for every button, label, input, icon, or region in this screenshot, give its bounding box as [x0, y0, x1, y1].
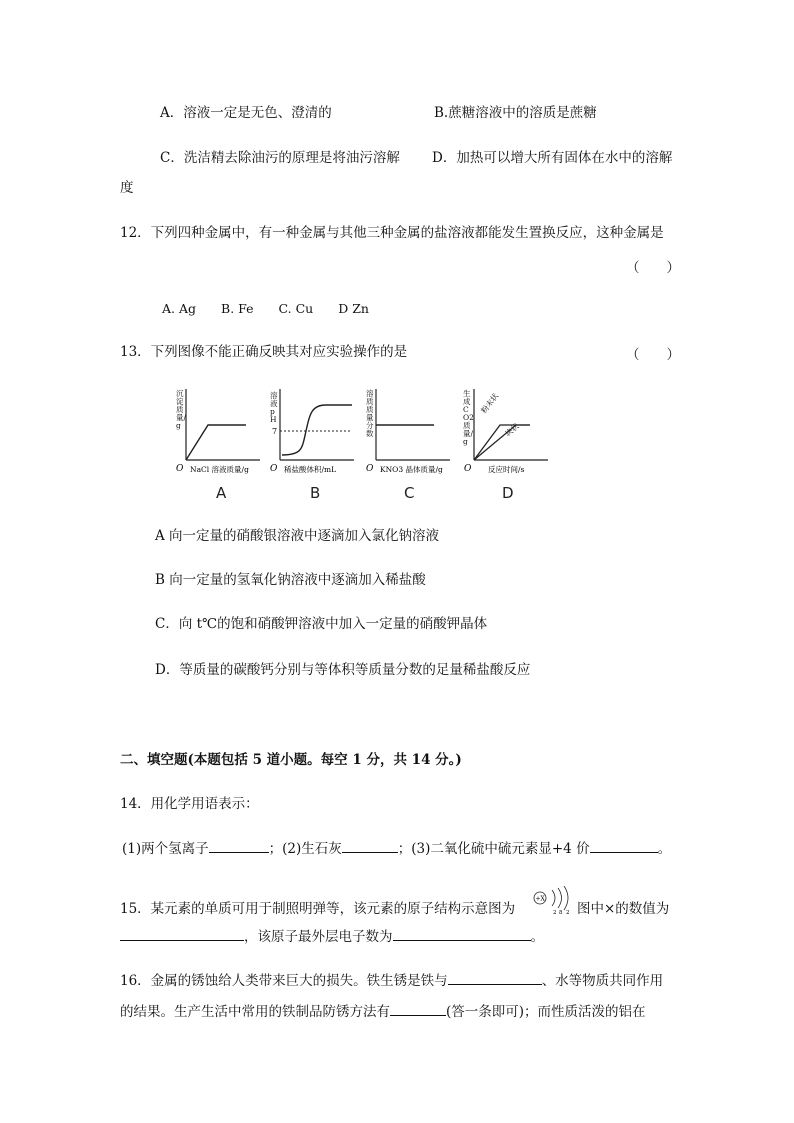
- q14-parts: [122, 840, 671, 858]
- q13-answer-paren: （ ）: [626, 347, 680, 363]
- graph-d-curve-powder: [474, 425, 530, 460]
- graph-d-xlabel: 反应时间/s: [488, 465, 525, 474]
- q15-line-2: [120, 928, 544, 946]
- q11-option-d-continued: 度: [120, 180, 134, 196]
- q11-option-b: B.蔗糖溶液中的溶质是蔗糖: [434, 105, 597, 121]
- graph-b-letter: B: [310, 484, 321, 502]
- q11-option-c: C．洗洁精去除油污的原理是将油污溶解: [160, 150, 400, 166]
- graph-d-origin: O: [464, 464, 472, 474]
- graph-d-curve-block: [474, 425, 530, 460]
- graph-a-xlabel: NaCl 溶液质量/g: [190, 465, 249, 474]
- graph-d-letter: D: [502, 484, 514, 502]
- graph-b-xlabel: 稀盐酸体积/mL: [284, 465, 337, 474]
- graph-b-ylabel: 溶液pH: [270, 391, 278, 424]
- graph-c-ylabel: 溶质质量分数: [366, 389, 374, 438]
- q12-answer-paren: （ ）: [626, 260, 680, 276]
- q14-end: 。: [657, 841, 672, 857]
- graph-a-curve: [186, 425, 246, 460]
- q14-part1-label: (1)两个氢离子: [122, 841, 209, 857]
- q16-line2-a: 的结果。生产生活中常用的铁制品防锈方法有: [120, 1004, 390, 1020]
- graph-c-letter: C: [404, 484, 415, 502]
- atom-shell-2: [558, 888, 562, 908]
- q13-option-c: C．向 t℃的饱和硝酸钾溶液中加入一定量的硝酸钾晶体: [155, 616, 488, 632]
- atom-structure-diagram: [532, 886, 576, 916]
- graph-a-origin: O: [176, 464, 184, 474]
- q16-blank-1[interactable]: [448, 972, 542, 985]
- atom-shell-2-count: 8: [559, 910, 563, 916]
- atom-shell-1-count: 2: [553, 910, 557, 916]
- q15-line2-end: 。: [530, 929, 544, 945]
- q16-line-1: [120, 972, 663, 990]
- q13-stem: 13．下列图像不能正确反映其对应实验操作的是: [120, 344, 408, 360]
- q14-blank-2[interactable]: [342, 840, 398, 853]
- q16-line1-a: 16．金属的锈蚀给人类带来巨大的损失。铁生锈是铁与: [120, 973, 448, 989]
- atom-shell-3: [564, 886, 568, 910]
- q15-line2-mid: ，该原子最外层电子数为: [244, 929, 393, 945]
- q14-stem: 14．用化学用语表示：: [120, 796, 259, 812]
- q16-blank-2[interactable]: [390, 1003, 446, 1016]
- q14-blank-1[interactable]: [209, 840, 269, 853]
- graph-c-xlabel: KNO3 晶体质量/g: [380, 465, 443, 474]
- q12-stem: 12．下列四种金属中，有一种金属与其他三种金属的盐溶液都能发生置换反应，这种金属是: [120, 225, 664, 241]
- q13-option-a: A 向一定量的硝酸银溶液中逐滴加入氯化钠溶液: [155, 528, 440, 544]
- graph-a-ylabel: 沉淀质量/g: [176, 389, 187, 430]
- atom-shell-1: [552, 890, 555, 906]
- q15-blank-1[interactable]: [120, 928, 244, 941]
- graph-d-ylabel: 生成CO2质量/g: [463, 389, 474, 446]
- graph-d-label-powder: 粉末状: [479, 391, 501, 415]
- graph-b-origin: O: [270, 464, 278, 474]
- q15-text-2: 图中×的数值为: [577, 901, 670, 917]
- graph-d-label-block: 块状: [503, 421, 521, 439]
- q16-line-2: [120, 1003, 646, 1021]
- q11-option-d: D．加热可以增大所有固体在水中的溶解: [432, 150, 673, 166]
- graph-a-letter: A: [216, 484, 227, 502]
- graph-c: [362, 385, 452, 480]
- q12-options: A. Ag B. Fe C. Cu D Zn: [162, 301, 369, 316]
- graph-b-tick-7: 7: [272, 427, 278, 436]
- q14-part2-label: ；(2)生石灰: [268, 841, 342, 857]
- q14-blank-3[interactable]: [590, 840, 658, 853]
- q13-option-d: D．等质量的碳酸钙分别与等体积等质量分数的足量稀盐酸反应: [155, 662, 531, 678]
- graph-c-origin: O: [366, 464, 374, 474]
- q16-line2-b: (答一条即可)；而性质活泼的铝在: [446, 1004, 646, 1020]
- q14-part3-label: ；(3)二氧化硫中硫元素显+4 价: [397, 841, 590, 857]
- q13-option-b: B 向一定量的氢氧化钠溶液中逐滴加入稀盐酸: [155, 572, 426, 588]
- section-2-heading: 二、填空题(本题包括 5 道小题。每空 1 分，共 14 分。): [120, 752, 462, 768]
- atom-shell-3-count: 2: [566, 910, 570, 916]
- graph-b-curve: [282, 405, 352, 455]
- q15-blank-2[interactable]: [393, 928, 531, 941]
- atom-nucleus-label: +X: [535, 895, 545, 903]
- q11-option-a: A．溶液一定是无色、澄清的: [160, 105, 332, 121]
- graph-a: [172, 385, 262, 480]
- q15-text-1: 15．某元素的单质可用于制照明弹等，该元素的原子结构示意图为: [120, 901, 516, 917]
- q16-line1-b: 、水等物质共同作用: [541, 973, 664, 989]
